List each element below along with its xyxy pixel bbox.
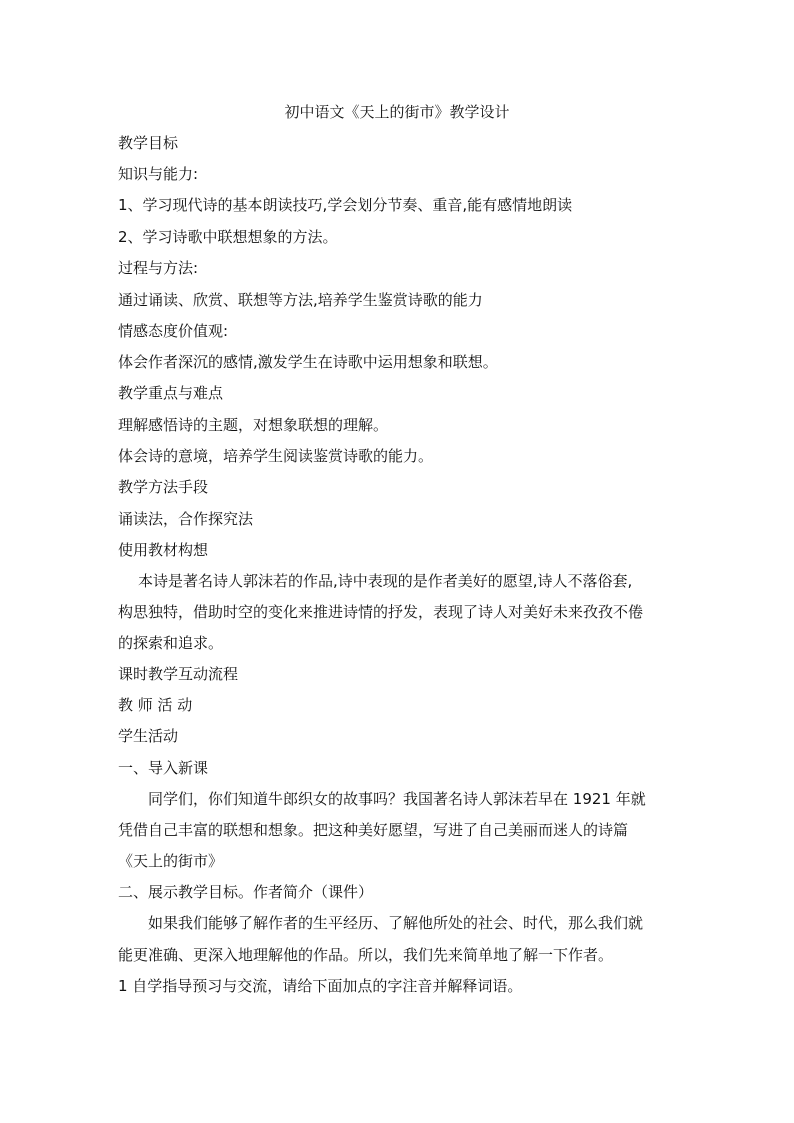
text-line: 1 自学指导预习与交流，请给下面加点的字注音并解释词语。 bbox=[118, 977, 523, 995]
paragraph-line: 凭借自己丰富的联想和想象。把这种美好愿望，写进了自己美丽而迷人的诗篇 bbox=[118, 821, 629, 839]
section-heading-teaching-goals: 教学目标 bbox=[118, 134, 179, 152]
section-heading-key-points: 教学重点与难点 bbox=[118, 384, 224, 402]
paragraph-line: 如果我们能够了解作者的生平经历、了解他所处的社会、时代，那么我们就 bbox=[148, 914, 644, 932]
subheading-emotion-attitude: 情感态度价值观: bbox=[118, 322, 229, 340]
paragraph-line: 的探索和追求。 bbox=[118, 634, 224, 652]
text-line: 1、学习现代诗的基本朗读技巧,学会划分节奏、重音,能有感情地朗读 bbox=[118, 196, 573, 214]
column-label-student: 学生活动 bbox=[118, 727, 179, 745]
text-line: 体会作者深沉的感情,激发学生在诗歌中运用想象和联想。 bbox=[118, 353, 498, 371]
text-line: 通过诵读、欣赏、联想等方法,培养学生鉴赏诗歌的能力 bbox=[118, 291, 483, 309]
paragraph-line: 同学们，你们知道牛郎织女的故事吗？我国著名诗人郭沫若早在 1921 年就 bbox=[148, 790, 646, 808]
text-line: 理解感悟诗的主题，对想象联想的理解。 bbox=[118, 416, 389, 434]
step-heading-intro: 一、导入新课 bbox=[118, 759, 209, 777]
document-title: 初中语文《天上的街市》教学设计 bbox=[284, 103, 510, 121]
section-heading-material: 使用教材构想 bbox=[118, 541, 209, 559]
step-heading-goals-author: 二、展示教学目标。作者简介（课件） bbox=[118, 883, 374, 901]
paragraph-line: 本诗是著名诗人郭沫若的作品,诗中表现的是作者美好的愿望,诗人不落俗套, bbox=[138, 572, 633, 590]
text-line: 2、学习诗歌中联想想象的方法。 bbox=[118, 228, 338, 246]
subheading-knowledge-ability: 知识与能力: bbox=[118, 165, 199, 183]
section-heading-methods: 教学方法手段 bbox=[118, 478, 209, 496]
column-label-teacher: 教 师 活 动 bbox=[118, 696, 193, 714]
section-heading-flow: 课时教学互动流程 bbox=[118, 665, 239, 683]
paragraph-line: 能更准确、更深入地理解他的作品。所以，我们先来简单地了解一下作者。 bbox=[118, 946, 614, 964]
text-line: 诵读法，合作探究法 bbox=[118, 510, 254, 528]
text-line: 体会诗的意境，培养学生阅读鉴赏诗歌的能力。 bbox=[118, 447, 434, 465]
paragraph-line: 构思独特，借助时空的变化来推进诗情的抒发，表现了诗人对美好未来孜孜不倦 bbox=[118, 603, 644, 621]
subheading-process-method: 过程与方法: bbox=[118, 259, 199, 277]
paragraph-line: 《天上的街市》 bbox=[118, 852, 224, 870]
